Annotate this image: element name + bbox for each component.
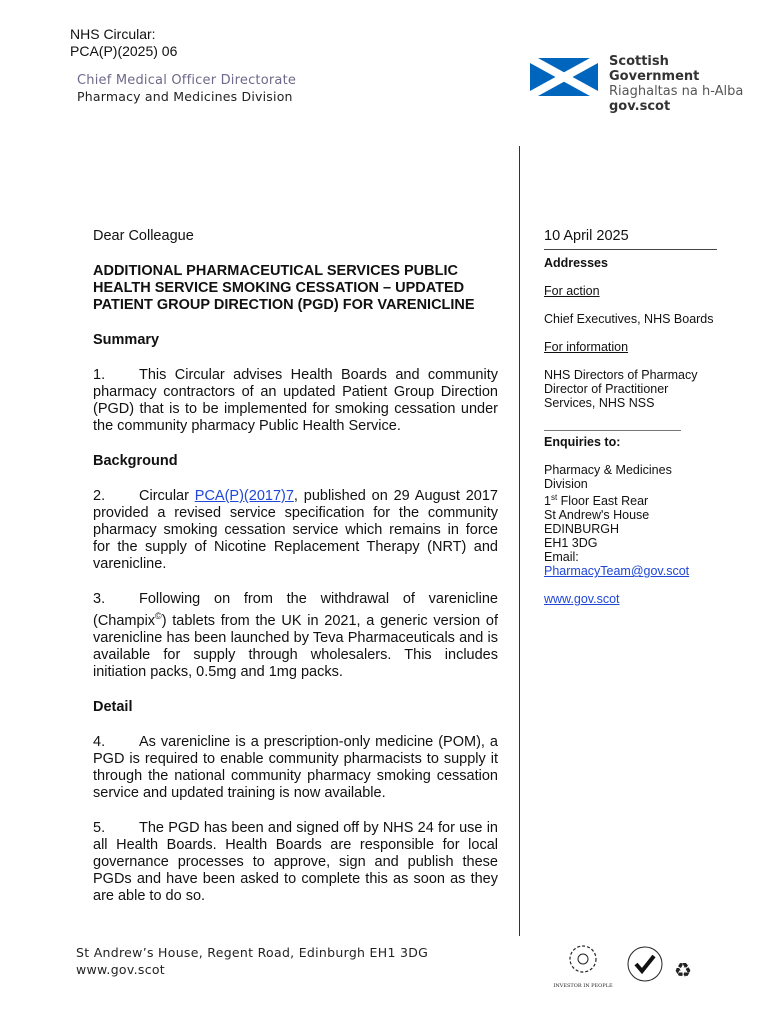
paragraph-text-post: , published on 29 August 2017 provided a revised service specification for the community pharmacy smoking cessation service which remains in force for the supply of Nicotine Replacement Therapy (NRT) and varenicline. <box>93 488 498 572</box>
circular-reference <box>70 26 177 60</box>
recycle-icon: ♻ <box>674 958 692 982</box>
scottish-government-logo <box>530 54 750 114</box>
circular-2017-link[interactable]: PCA(P)(2017)7 <box>194 488 294 504</box>
circular-number: PCA(P)(2025) 06 <box>70 43 178 59</box>
paragraph-number: 1. <box>93 367 106 383</box>
column-divider <box>519 146 520 936</box>
paragraph-text: This Circular advises Health Boards and community pharmacy contractors of an updated Patient Group Direction (PGD) that is to be implemented for smoking cessation under the community pharmacy Public Health Service. <box>93 367 498 434</box>
email-link[interactable]: PharmacyTeam@gov.scot <box>544 564 690 579</box>
paragraph-number: 2. <box>93 488 106 504</box>
summary-heading: Summary <box>93 332 160 348</box>
floor-ordinal: st <box>550 493 558 502</box>
letter-body <box>93 228 498 923</box>
footer-address <box>76 944 428 978</box>
for-information-label: For information <box>544 340 629 354</box>
divider <box>544 249 717 250</box>
floor-rest: Floor East Rear <box>557 494 649 509</box>
paragraph-number: 3. <box>93 591 106 607</box>
investors-in-people-badge <box>552 944 614 989</box>
paragraph-3 <box>93 591 498 681</box>
enquiry-line-4: St Andrew's House <box>544 508 650 523</box>
disability-symbol-icon <box>620 944 670 984</box>
paragraph-2 <box>93 488 498 573</box>
paragraph-number: 4. <box>93 733 106 750</box>
saltire-flag-icon <box>530 58 598 96</box>
enquiry-line-2: Division <box>544 477 588 491</box>
detail-heading: Detail <box>93 698 133 715</box>
floor-number: 1 <box>544 494 551 509</box>
divider <box>544 430 681 431</box>
paragraph-text: As varenicline is a prescription-only medicine (POM), a PGD is required to enable community pharmacists to supply it through the national community pharmacy smoking cessation service and updated training is now available. <box>93 733 498 801</box>
paragraph-text: The PGD has been and signed off by NHS 24 for use in all Health Boards. Health Boards are responsible for local governance processes to approve, sign and publish these PGDs and have been asked to complete this as soon as they are able to do so. <box>93 819 498 904</box>
directorate-name: Chief Medical Officer Directorate <box>77 73 297 88</box>
directorate-block <box>77 73 296 105</box>
gov-logo-gaelic: Riaghaltas na h-Alba <box>609 84 744 99</box>
circular-label: NHS Circular: <box>70 26 156 42</box>
info-line-3: Services, NHS NSS <box>544 396 655 410</box>
letter-title: ADDITIONAL PHARMACEUTICAL SERVICES PUBLIC HEALTH SERVICE SMOKING CESSATION – UPDATED PATIENT GROUP DIRECTION (PGD) FOR VARENICLINE <box>93 263 475 313</box>
paragraph-5 <box>93 820 498 905</box>
for-action-label: For action <box>544 284 600 298</box>
paragraph-4 <box>93 734 498 802</box>
email-label: Email: <box>544 550 579 565</box>
footer-website: www.gov.scot <box>76 962 166 977</box>
division-name: Pharmacy and Medicines Division <box>77 89 293 104</box>
disability-confident-badge <box>620 944 670 984</box>
paragraph-number: 5. <box>93 819 106 836</box>
gov-logo-english: Scottish Government <box>609 54 700 84</box>
info-line-1: NHS Directors of Pharmacy <box>544 368 698 382</box>
footer-street: St Andrew’s House, Regent Road, Edinburgh EH1 3DG <box>76 945 429 960</box>
for-action-value: Chief Executives, NHS Boards <box>544 312 714 326</box>
enquiries-label: Enquiries to: <box>544 435 621 449</box>
addresses-label: Addresses <box>544 256 608 270</box>
enquiry-line-1: Pharmacy & Medicines <box>544 463 672 477</box>
copyright-mark: © <box>155 611 162 621</box>
paragraph-text-pre: Following on from the withdrawal of varenicline (Champix <box>93 591 498 629</box>
sidebar <box>544 228 734 606</box>
letter-date: 10 April 2025 <box>544 228 629 244</box>
gov-logo-text <box>609 54 750 114</box>
enquiry-line-6: EH1 3DG <box>544 536 598 551</box>
background-heading: Background <box>93 453 178 469</box>
investors-badge-text: INVESTOR IN PEOPLE <box>553 983 613 989</box>
paragraph-text-post: ) tablets from the UK in 2021, a generic version of varenicline has been launched by Teva Pharmaceuticals and is available for supply through wholesalers. This includes initiation packs, 0.5mg and 1mg packs. <box>93 612 498 680</box>
enquiry-line-5: EDINBURGH <box>544 522 620 537</box>
enquiry-line-3 <box>544 491 734 508</box>
paragraph-text-pre: Circular <box>139 488 195 504</box>
salutation: Dear Colleague <box>93 228 194 244</box>
info-line-2: Director of Practitioner <box>544 382 669 396</box>
website-link[interactable]: www.gov.scot <box>544 592 620 607</box>
investors-in-people-icon <box>552 944 614 978</box>
paragraph-1 <box>93 367 498 435</box>
gov-logo-domain: gov.scot <box>609 99 671 114</box>
